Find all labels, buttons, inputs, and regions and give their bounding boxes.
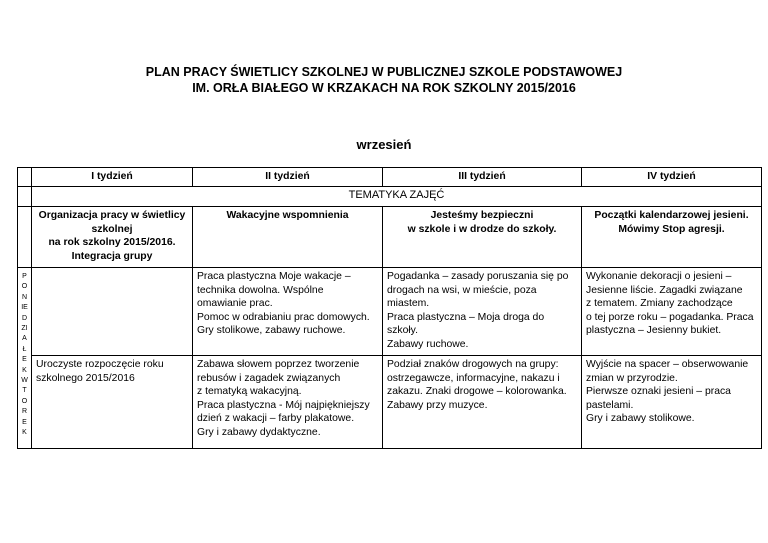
cell-text-line: Pierwsze oznaki jesieni – praca [586,386,731,397]
weekday-letter: A [22,335,27,343]
weekday-letter: IE [21,304,28,312]
cell-text-line: technika dowolna. Wspólne [197,284,324,296]
theme-header-row [18,187,762,207]
weekday-letter: ZI [21,325,28,333]
cell-text-line: z tematyką wakacyjną. [197,386,302,397]
cell-text-line: Praca plastyczna – Moja droga do szkoły. [387,311,545,336]
cell-text-line: Pomoc w odrabianiu prac domowych. [197,311,370,323]
week-1-header: I tydzień [32,168,193,187]
cell-text-line: Zabawy przy muzyce. [387,399,488,411]
topic-week-1 [32,207,193,268]
row1-week-4 [582,268,762,356]
topic-week-4 [582,207,762,268]
weekday-letter: E [22,356,27,364]
cell-text-line: Pogadanka – zasady poruszania się po [387,271,569,282]
weekdays-vertical-label [18,268,32,449]
cell-text-line: Integracja grupy [71,250,153,262]
cell-text-line: Uroczyste rozpoczęcie roku [36,359,164,370]
cell-text-line: pastelami. [586,399,634,411]
cell-text-line: Początki kalendarzowej jesieni. [594,210,749,221]
row2-week-4 [582,356,762,449]
weekday-letter: Ł [22,345,27,353]
row2-week-1 [32,356,193,449]
cell-text-line: szkolnego 2015/2016 [36,372,135,384]
cell-text-line: z tematem. Zmiany zachodzące [586,298,733,309]
cell-text-line: plastyczna – Jesienny bukiet. [586,325,722,336]
cell-text-line: zakazu. Znaki drogowe – kolorowanka. [387,386,567,397]
weekday-letter: R [21,408,28,416]
cell-text-line: omawianie prac. [197,298,273,309]
cell-text-line: Jesteśmy bezpieczni [430,210,534,221]
cell-text-line: Praca plastyczna - Mój najpiękniejszy [197,399,370,411]
month-heading: wrzesień [356,137,412,152]
weekday-letter: D [21,314,28,322]
cell-text-line: Gry i zabawy stolikowe. [586,413,695,424]
cell-text-line: drogach na wsi, w mieście, poza miastem. [387,284,537,309]
cell-text-line: Mówimy Stop agresji. [618,223,725,235]
corner-cell [18,168,32,187]
weekday-letter: P [22,273,27,280]
activities-row-2 [18,356,762,449]
row1-week-2 [193,268,383,356]
weeks-header-row [18,168,762,187]
row1-week-1 [32,268,193,356]
activities-row-1 [18,268,762,356]
cell-text-line: ostrzegawcze, informacyjne, nakazu i [387,372,560,384]
topics-corner-cell [18,207,32,268]
weekday-letter: E [22,418,27,426]
week-2-header: II tydzień [193,168,383,187]
cell-text-line: Gry stolikowe, zabawy ruchowe. [197,325,346,336]
cell-text-line: Wyjście na spacer – obserwowanie [586,359,749,370]
row1-week-3 [383,268,582,356]
weekday-letter: W [21,377,28,385]
cell-text-line: Praca plastyczna Moje wakacje – [197,271,351,282]
row2-week-2 [193,356,383,449]
cell-text-line: Podział znaków drogowych na grupy: [387,359,559,370]
cell-text-line: szkolnej [91,223,133,235]
theme-corner-cell [18,187,32,207]
cell-text-line: Zabawa słowem poprzez tworzenie [197,359,360,370]
weekday-letter: O [21,397,28,405]
cell-text-line: Organizacja pracy w świetlicy [38,210,186,221]
plan-table [17,167,762,449]
topic-week-2 [193,207,383,268]
cell-text-line: Wykonanie dekoracji o jesieni – [586,271,732,282]
weekday-letter: O [21,283,28,291]
document-title-line-2: IM. ORŁA BIAŁEGO W KRZAKACH NA ROK SZKOLNY 2015/2016 [192,81,576,95]
weekday-letter: K [22,429,27,437]
week-4-header: IV tydzień [582,168,762,187]
cell-text-line: dzień z wakacji – farby plakatowe. [197,413,355,424]
cell-text-line: na rok szkolny 2015/2016. [48,237,176,248]
cell-text-line: Wakacyjne wspomnienia [226,210,349,221]
topic-week-3 [383,207,582,268]
cell-text-line: w szkole i w drodze do szkoły. [407,223,557,235]
cell-text-line: o tej porze roku – pogadanka. Praca [586,311,754,323]
theme-header: TEMATYKA ZAJĘĆ [32,187,762,207]
topics-row [18,207,762,268]
cell-text-line: Gry i zabawy dydaktyczne. [197,426,321,438]
week-3-header: III tydzień [383,168,582,187]
weekday-letter: T [22,387,27,395]
cell-text-line: Jesienne liście. Zagadki związane [586,284,743,296]
weekday-letter: K [22,366,27,374]
cell-text-line: zmian w przyrodzie. [586,372,678,384]
cell-text-line: rebusów i zagadek związanych [197,372,341,384]
weekday-letter: N [21,293,28,301]
document-title-line-1: PLAN PRACY ŚWIETLICY SZKOLNEJ W PUBLICZNEJ SZKOLE PODSTAWOWEJ [145,65,623,79]
cell-text-line: Zabawy ruchowe. [387,338,469,350]
row2-week-3 [383,356,582,449]
